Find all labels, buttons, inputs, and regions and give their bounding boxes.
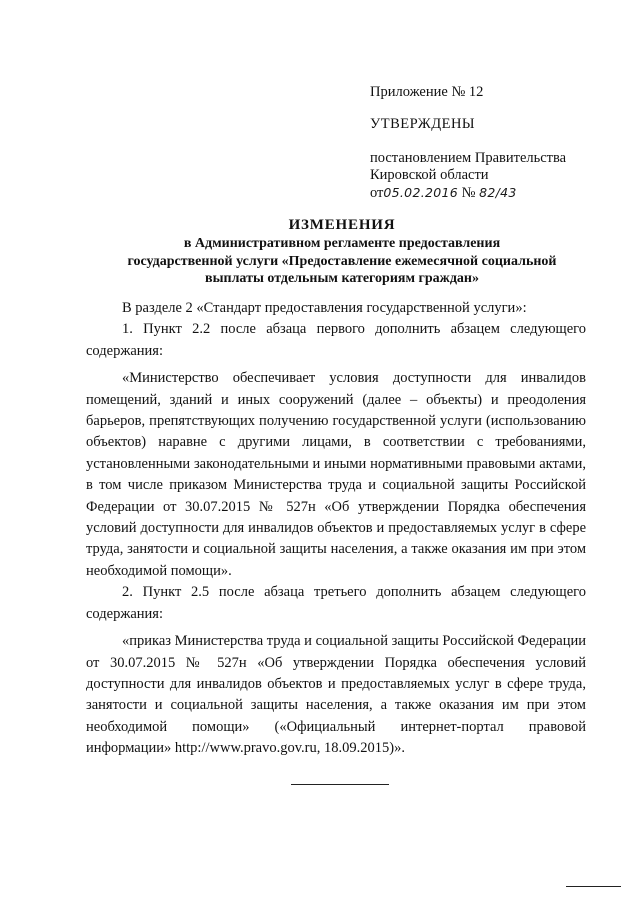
- decree-line-2: Кировской области: [370, 167, 489, 183]
- decree-reference: [370, 150, 610, 202]
- document-title: [96, 216, 588, 288]
- handwritten-number: 82/43: [479, 185, 517, 200]
- appendix-number: Приложение № 12: [370, 84, 484, 100]
- date-prefix: от: [370, 185, 384, 201]
- corner-separator-line: [566, 886, 621, 887]
- paragraph-item-2: 2. Пункт 2.5 после абзаца третьего дополнить абзацем следующего содержания:: [86, 584, 586, 622]
- decree-line-1: постановлением Правительства: [370, 150, 567, 166]
- paragraph-quote-2: «приказ Министерства труда и социальной защиты Российской Федерации от 30.07.2015 № 527н «Об утверждении Порядка обеспечения условий доступности для инвалидов объектов и предоставляемых услуг в сфере труда, занятости и социальной защиты населения, а также оказания им при этом необходимой помощи» («Официальный интернет-портал правовой информации» http://www.pravo.gov.ru, 18.09.2015)».: [86, 633, 586, 757]
- end-separator-line: [291, 784, 389, 785]
- handwritten-date: 05.02.2016: [383, 185, 458, 200]
- paragraph-quote-1: «Министерство обеспечивает условия доступности для инвалидов помещений, зданий и иных сооружений (далее – объекты) и преодоления барьеров, препятствующих получению государственной услуги (использованию объектов) наравне с другими лицами, в соответствии с требованиями, установленными законодательными и иными нормативными правовыми актами, в том числе приказом Министерства труда и социальной защиты Российской Федерации от 30.07.2015 № 527н «Об утверждении Порядка обеспечения условий доступности для инвалидов объектов и предоставляемых услуг в сфере труда, занятости и социальной защиты населения, а также оказания им при этом необходимой помощи».: [86, 370, 586, 579]
- title-line-1: в Административном регламенте предоставления: [183, 236, 501, 251]
- title-main: ИЗМЕНЕНИЯ: [288, 217, 396, 233]
- title-line-3: выплаты отдельным категориям граждан»: [205, 271, 479, 286]
- decree-date-number: [370, 184, 610, 202]
- document-body: [86, 298, 586, 760]
- approved-label: УТВЕРЖДЕНЫ: [370, 116, 476, 132]
- number-prefix: №: [461, 185, 476, 201]
- paragraph-section-intro: В разделе 2 «Стандарт предоставления государственной услуги»:: [122, 300, 527, 316]
- title-line-2: государственной услуги «Предоставление ежемесячной социальной: [127, 253, 557, 269]
- approval-block: [370, 84, 610, 202]
- paragraph-item-1: 1. Пункт 2.2 после абзаца первого дополнить абзацем следующего содержания:: [86, 321, 586, 359]
